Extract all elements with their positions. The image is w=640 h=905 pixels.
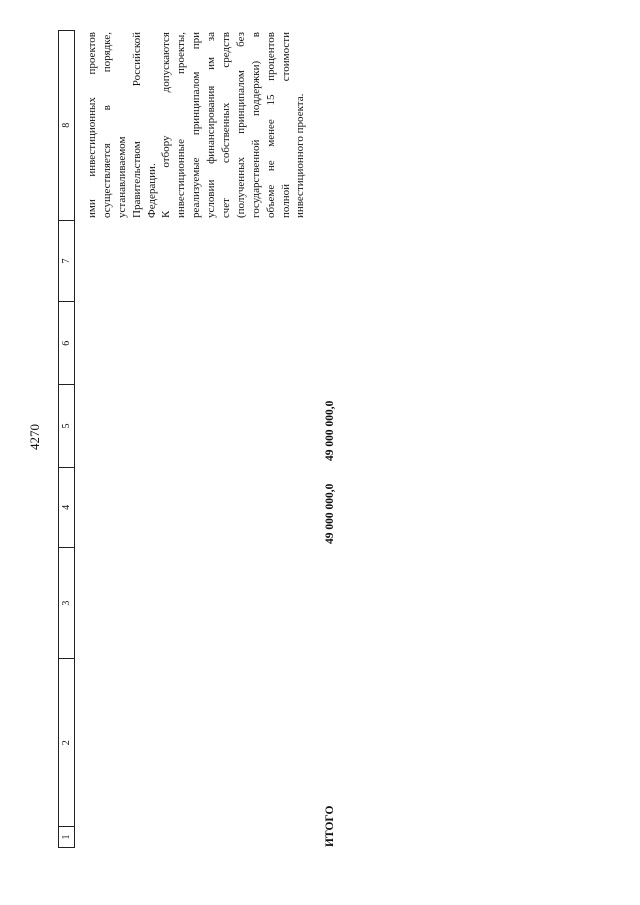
column-8-text-line: реализуемые принципалом при (190, 32, 203, 218)
column-number-8: 8 (59, 31, 74, 221)
column-8-text-line: полной стоимости (279, 32, 292, 218)
column-number-7: 7 (59, 221, 74, 303)
column-8-text-line: ими инвестиционных проектов (86, 32, 98, 218)
column-8-text-line: Правительством Российской (130, 32, 143, 218)
column-number-4: 4 (59, 468, 74, 548)
column-number-6: 6 (59, 302, 74, 385)
total-value-column-4: 49 000 000,0 (324, 483, 336, 544)
total-label: ИТОГО (324, 805, 336, 847)
table-header-row (58, 30, 75, 848)
column-number-3: 3 (59, 548, 74, 660)
column-8-text-line: счет собственных средств (220, 32, 233, 218)
column-number-5: 5 (59, 385, 74, 468)
column-8-text-line: осуществляется в порядке, (100, 32, 113, 218)
column-8-text-line: К отбору допускаются (160, 32, 173, 218)
column-8-text-line: (полученных принципалом без (234, 32, 247, 218)
column-8-text-line: Федерации. (145, 163, 158, 218)
column-8-text-line: инвестиционные проекты, (175, 32, 188, 218)
column-8-text-line: объеме не менее 15 процентов (264, 32, 277, 218)
column-number-2: 2 (59, 659, 74, 827)
total-value-column-5: 49 000 000,0 (324, 400, 336, 461)
column-8-text-line: инвестиционного проекта. (294, 93, 307, 218)
page-number: 4270 (27, 424, 42, 450)
column-8-text-line: условии финансирования им за (205, 32, 218, 218)
column-8-text-line: устанавливаемом (115, 136, 128, 218)
column-8-text-line: государственной поддержки) в (249, 32, 262, 218)
column-number-1: 1 (61, 834, 72, 840)
column-8-text (85, 32, 308, 218)
